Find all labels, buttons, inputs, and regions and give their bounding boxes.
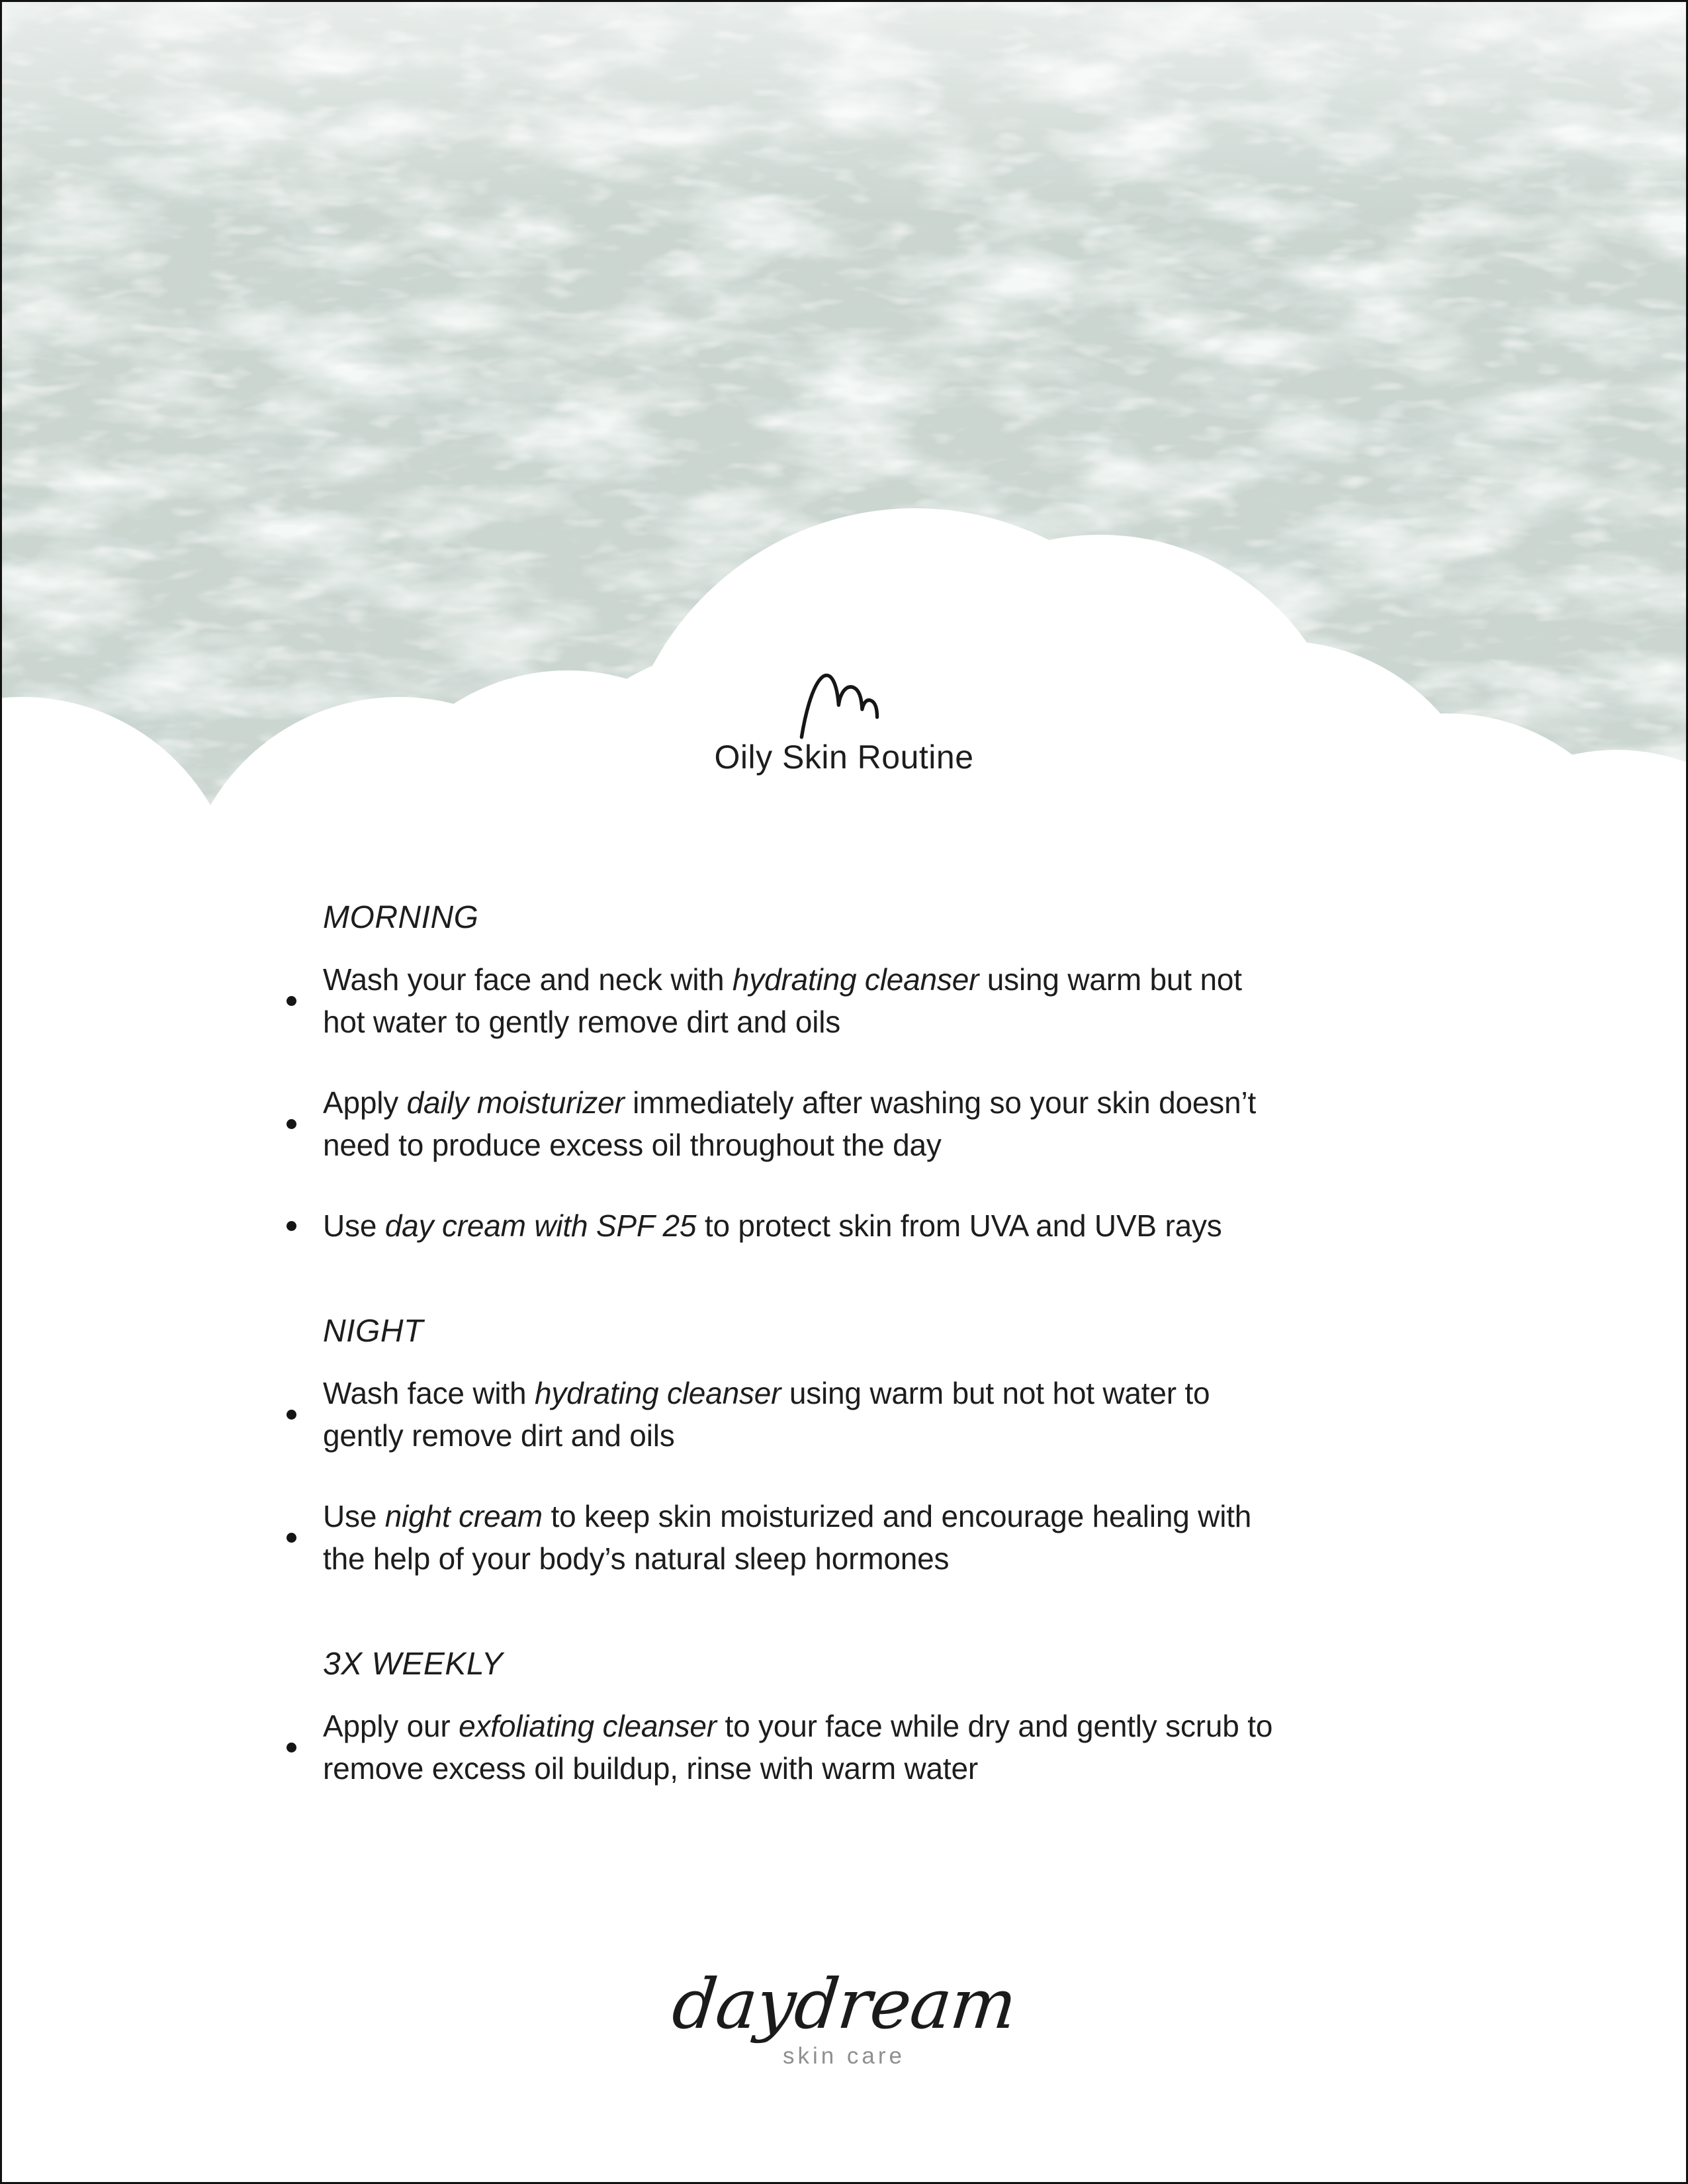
emphasis-text: night cream — [384, 1499, 543, 1533]
bullet-line — [323, 1747, 1272, 1790]
bullet-text — [323, 1495, 1251, 1580]
brand-wordmark: daydream — [668, 1964, 1020, 2044]
bullet-text — [323, 958, 1242, 1043]
routine-section — [287, 1646, 1425, 1790]
emphasis-text: exfoliating cleanser — [459, 1709, 717, 1743]
routine-section — [287, 899, 1425, 1247]
bullet-dot — [287, 1221, 296, 1231]
bullet-text — [323, 1705, 1272, 1790]
bullet-item — [287, 1705, 1411, 1790]
bullet-dot — [287, 1410, 296, 1420]
text-segment: Apply our — [323, 1709, 459, 1743]
bullet-dot — [287, 1533, 296, 1543]
bullet-line — [323, 1414, 1210, 1457]
emphasis-text: hydrating cleanser — [534, 1376, 781, 1410]
bullet-dot — [287, 1743, 296, 1752]
bullet-line — [323, 1001, 1242, 1043]
bullet-list — [287, 1372, 1425, 1580]
text-segment: using warm but not hot water to — [781, 1376, 1210, 1410]
text-segment: using warm but not — [979, 962, 1242, 997]
bullet-item — [287, 1372, 1411, 1457]
bullet-line — [323, 1495, 1251, 1537]
routine-sections — [287, 899, 1425, 1828]
brand-tagline: skin care — [782, 2043, 906, 2070]
text-segment: to protect skin from UVA and UVB rays — [696, 1208, 1222, 1243]
page-title: Oily Skin Routine — [714, 739, 974, 776]
text-segment: the help of your body’s natural sleep hormones — [323, 1541, 950, 1576]
bullet-dot — [287, 1119, 296, 1129]
section-heading: NIGHT — [323, 1314, 423, 1349]
emphasis-text: day cream with SPF 25 — [384, 1208, 697, 1243]
bullet-item — [287, 958, 1411, 1043]
text-segment: gently remove dirt and oils — [323, 1418, 675, 1453]
routine-section — [287, 1313, 1425, 1580]
bullet-list — [287, 1705, 1425, 1790]
brand-logo — [2, 1966, 1686, 2070]
bullet-line — [323, 1205, 1222, 1247]
section-heading: MORNING — [323, 900, 479, 935]
bullet-dot — [287, 996, 296, 1006]
text-segment: remove excess oil buildup, rinse with warm water — [323, 1751, 979, 1786]
text-segment: immediately after washing so your skin doesn’t — [624, 1085, 1257, 1120]
bullet-line — [323, 1081, 1256, 1124]
bullet-item — [287, 1081, 1411, 1166]
bullet-line — [323, 1372, 1210, 1414]
bullet-list — [287, 958, 1425, 1247]
bullet-line — [323, 1537, 1251, 1580]
bullet-line — [323, 1124, 1256, 1166]
bullet-line — [323, 958, 1242, 1001]
mountain-squiggle-icon — [794, 665, 895, 739]
text-segment: hot water to gently remove dirt and oils — [323, 1005, 841, 1039]
bullet-item — [287, 1205, 1411, 1247]
text-segment: Use — [323, 1499, 385, 1533]
text-segment: Wash face with — [323, 1376, 535, 1410]
section-heading: 3X WEEKLY — [323, 1647, 504, 1682]
bullet-text — [323, 1205, 1222, 1247]
bullet-line — [323, 1705, 1272, 1747]
bullet-item — [287, 1495, 1411, 1580]
text-segment: Wash your face and neck with — [323, 962, 733, 997]
text-segment: Use — [323, 1208, 385, 1243]
text-segment: to your face while dry and gently scrub to — [716, 1709, 1273, 1743]
bullet-text — [323, 1081, 1256, 1166]
text-segment: need to produce excess oil throughout the day — [323, 1128, 942, 1162]
bullet-text — [323, 1372, 1210, 1457]
text-segment: to keep skin moisturized and encourage healing with — [542, 1499, 1252, 1533]
text-segment: Apply — [323, 1085, 407, 1120]
emphasis-text: daily moisturizer — [406, 1085, 625, 1120]
emphasis-text: hydrating cleanser — [732, 962, 979, 997]
